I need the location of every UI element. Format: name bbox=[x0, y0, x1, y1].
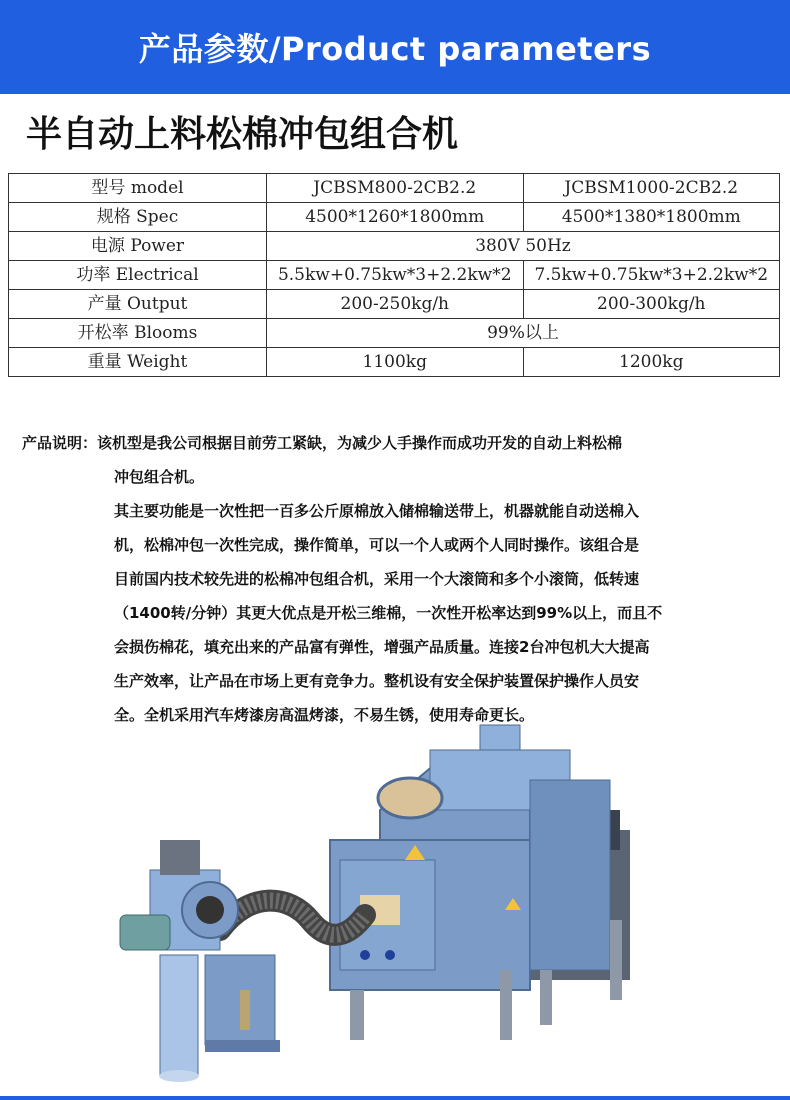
description-line: 目前国内技术较先进的松棉冲包组合机，采用一个大滚筒和多个小滚筒，低转速 bbox=[114, 570, 640, 588]
row-label: 开松率 Blooms bbox=[9, 319, 267, 348]
cell-electrical-a: 5.5kw+0.75kw*3+2.2kw*2 bbox=[267, 261, 524, 290]
table-row bbox=[9, 174, 780, 203]
cell-weight-a: 1100kg bbox=[267, 348, 524, 377]
description-line: 冲包组合机。 bbox=[114, 468, 205, 486]
cell-spec-b: 4500*1380*1800mm bbox=[523, 203, 780, 232]
spec-table bbox=[8, 173, 780, 377]
description-line: 会损伤棉花，填充出来的产品富有弹性，增强产品质量。连接2台冲包机大大提高 bbox=[114, 638, 650, 656]
table-row bbox=[9, 261, 780, 290]
row-label: 规格 Spec bbox=[9, 203, 267, 232]
description-line: 机，松棉冲包一次性完成，操作简单，可以一个人或两个人同时操作。该组合是 bbox=[114, 536, 640, 554]
table-row bbox=[9, 290, 780, 319]
cell-blooms: 99%以上 bbox=[267, 319, 780, 348]
row-label: 重量 Weight bbox=[9, 348, 267, 377]
cell-electrical-b: 7.5kw+0.75kw*3+2.2kw*2 bbox=[523, 261, 780, 290]
cell-model-a: JCBSM800-2CB2.2 bbox=[267, 174, 524, 203]
description-first-line bbox=[22, 426, 772, 460]
description-line: 生产效率，让产品在市场上更有竞争力。整机设有安全保护装置保护操作人员安 bbox=[114, 672, 640, 690]
table-row bbox=[9, 319, 780, 348]
product-title: 半自动上料松棉冲包组合机 bbox=[26, 114, 459, 155]
cell-weight-b: 1200kg bbox=[523, 348, 780, 377]
row-label: 电源 Power bbox=[9, 232, 267, 261]
cell-model-b: JCBSM1000-2CB2.2 bbox=[523, 174, 780, 203]
description-line: （1400转/分钟）其更大优点是开松三维棉，一次性开松率达到99%以上，而且不 bbox=[114, 604, 663, 622]
description-line: 其主要功能是一次性把一百多公斤原棉放入储棉输送带上，机器就能自动送棉入 bbox=[114, 502, 640, 520]
cell-spec-a: 4500*1260*1800mm bbox=[267, 203, 524, 232]
row-label: 型号 model bbox=[9, 174, 267, 203]
description-line: 全。全机采用汽车烤漆房高温烤漆，不易生锈，使用寿命更长。 bbox=[114, 706, 535, 724]
description-line: 该机型是我公司根据目前劳工紧缺，为减少人手操作而成功开发的自动上料松棉 bbox=[97, 434, 623, 452]
banner-title: 产品参数/Product parameters bbox=[138, 30, 652, 68]
description-heading: 产品说明： bbox=[22, 434, 98, 452]
table-row bbox=[9, 203, 780, 232]
row-label: 功率 Electrical bbox=[9, 261, 267, 290]
machine-photo bbox=[110, 720, 650, 1092]
header-banner bbox=[0, 0, 790, 94]
row-label: 产量 Output bbox=[9, 290, 267, 319]
cell-power: 380V 50Hz bbox=[267, 232, 780, 261]
product-description bbox=[22, 426, 772, 732]
table-row bbox=[9, 232, 780, 261]
cell-output-b: 200-300kg/h bbox=[523, 290, 780, 319]
bottom-divider bbox=[0, 1096, 790, 1100]
cell-output-a: 200-250kg/h bbox=[267, 290, 524, 319]
table-row bbox=[9, 348, 780, 377]
